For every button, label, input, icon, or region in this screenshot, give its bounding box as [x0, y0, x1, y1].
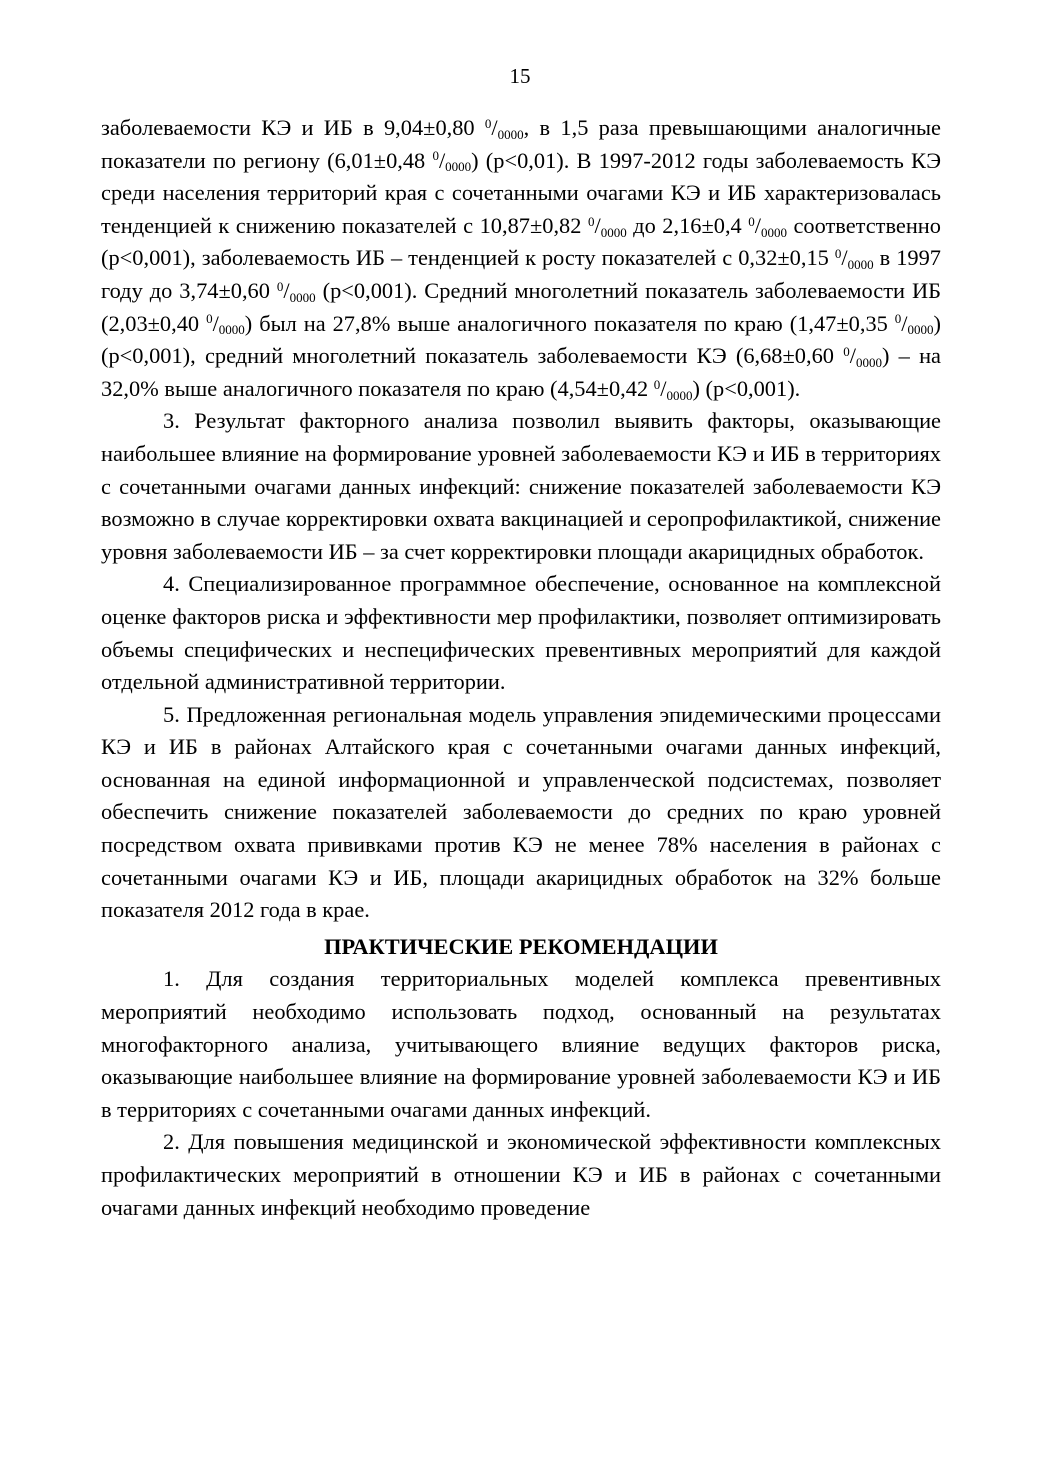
unit-per-100k: $^0/_{0000}$ — [206, 310, 245, 338]
conclusion-item-4: 4. Специализированное программное обеспечение, основанное на комплексной оценке факторов риска и эффективности мер профилактики, позволяет оптимизировать объемы специфических и неспецифических превентивных мероприятий для каждой отдельной административной территории. — [101, 571, 941, 695]
paragraph-results-continued: заболеваемости КЭ и ИБ в 9,04±0,80 $^0/_{0000}$, в 1,5 раза превышающими аналогичные показатели по региону (6,01±0,48 $^0/_{0000}$) (р<0,01). В 1997-2012 годы заболеваемость КЭ среди населения территорий края с сочетанными очагами КЭ и ИБ характеризовалась тенденцией к снижению показателей с 10,87±0,82 $^0/_{0000}$ до 2,16±0,4 $^0/_{0000}$ соответственно (р<0,001), заболеваемость ИБ – тенденцией к росту показателей с 0,32±0,15 $^0/_{0000}$ в 1997 году до 3,74±0,60 $^0/_{0000}$ (р<0,001). Средний многолетний показатель заболеваемости ИБ (2,03±0,40 $^0/_{0000}$) был на 27,8% выше аналогичного показателя по краю (1,47±0,35 $^0/_{0000}$) (р<0,001), средний многолетний показатель заболеваемости КЭ (6,68±0,60 $^0/_{0000}$) – на 32,0% выше аналогичного показателя по краю (4,54±0,42 $^0/_{0000}$) (р<0,001). — [101, 115, 941, 403]
unit-per-100k: $^0/_{0000}$ — [587, 212, 627, 240]
unit-per-100k: $^0/_{0000}$ — [834, 245, 874, 273]
unit-per-100k: $^0/_{0000}$ — [843, 343, 882, 371]
unit-per-100k: $^0/_{0000}$ — [748, 212, 787, 240]
unit-per-100k: $^0/_{0000}$ — [653, 375, 693, 403]
recommendation-item-2: 2. Для повышения медицинской и экономической эффективности комплексных профилактических мероприятий в отношении КЭ и ИБ в районах с сочетанными очагами данных инфекций необходимо проведение — [101, 1129, 941, 1220]
unit-per-100k: $^0/_{0000}$ — [276, 277, 316, 305]
page-content — [101, 112, 941, 1224]
recommendation-item-1: 1. Для создания территориальных моделей комплекса превентивных мероприятий необходимо использовать подход, основанный на результатах многофакторного анализа, учитывающего влияние ведущих факторов риска, оказывающие наибольшее влияние на формирование уровней заболеваемости КЭ и ИБ в территориях с сочетанными очагами данных инфекций. — [101, 966, 941, 1122]
unit-per-100k: $^0/_{0000}$ — [894, 310, 934, 338]
conclusion-item-3: 3. Результат факторного анализа позволил выявить факторы, оказывающие наибольшее влияние на формирование уровней заболеваемости КЭ и ИБ в территориях с сочетанными очагами данных инфекций: снижение показателей заболеваемости КЭ возможно в случае корректировки охвата вакцинацией и серопрофилактикой, снижение уровня заболеваемости ИБ – за счет корректировки площади акарицидных обработок. — [101, 408, 941, 564]
unit-per-100k: $^0/_{0000}$ — [484, 115, 524, 142]
page-number: 15 — [509, 64, 531, 88]
unit-per-100k: $^0/_{0000}$ — [432, 147, 472, 175]
conclusion-item-5: 5. Предложенная региональная модель управления эпидемическими процессами КЭ и ИБ в районах Алтайского края с сочетанными очагами данных инфекций, основанная на единой информационной и управленческой подсистемах, позволяет обеспечить снижение показателей заболеваемости до средних по краю уровней посредством охвата прививками против КЭ не менее 78% населения в районах с сочетанными очагами КЭ и ИБ, площади акарицидных обработок на 32% больше показателя 2012 года в крае. — [101, 701, 941, 923]
section-heading: ПРАКТИЧЕСКИЕ РЕКОМЕНДАЦИИ — [324, 933, 718, 959]
